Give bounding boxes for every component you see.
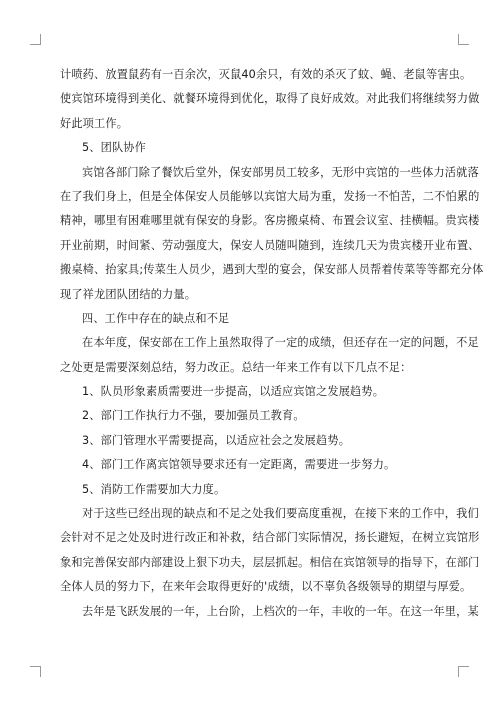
text-line: 5、消防工作需要加大力度。 <box>82 482 226 496</box>
text-line: 宾馆各部门除了餐饮后堂外，保安部男员工较多，无形中宾馆的一些体力活就落 <box>82 165 479 179</box>
text-line: 5、团队协作 <box>82 141 146 155</box>
document-body <box>60 63 484 624</box>
text-line: 使宾馆环境得到美化、就餐环境得到优化，取得了良好成效。对此我们将继续努力做 <box>60 92 480 106</box>
text-line: 之处更是需要深刻总结，努力改正。总结一年来工作有以下几点不足： <box>60 360 412 374</box>
text-line: 在了我们身上，但是全体保安人员能够以宾馆大局为重，发扬一不怕苦，二不怕累的 <box>60 189 480 203</box>
text-line: 在本年度，保安部在工作上虽然取得了一定的成绩，但还存在一定的问题，不足 <box>82 336 479 350</box>
crop-mark-bottom-right <box>458 666 469 677</box>
text-line: 全体人员的努力下，在来年会取得更好的'成绩，以不辜负各级领导的期望与厚爱。 <box>60 580 472 594</box>
text-line: 计喷药、放置鼠药有一百余次，灭鼠40余只，有效的杀灭了蚊、蝇、老鼠等害虫。 <box>60 68 472 81</box>
text-line: 4、部门工作离宾馆领导要求还有一定距离，需要进一步努力。 <box>82 458 396 472</box>
crop-mark-top-left <box>30 34 41 45</box>
text-line: 1、队员形象素质需要进一步提高，以适应宾馆之发展趋势。 <box>82 385 385 399</box>
text-line: 2、部门工作执行力不强，要加强员工教育。 <box>82 409 305 423</box>
text-line: 象和完善保安部内部建设上狠下功夫，层层抓起。相信在宾馆领导的指导下，在部门 <box>60 555 480 569</box>
text-line: 3、部门管理水平需要提高，以适应社会之发展趋势。 <box>82 433 351 447</box>
text-line: 好此项工作。 <box>60 116 129 130</box>
text-line: 四、工作中存在的缺点和不足 <box>82 311 230 325</box>
crop-mark-top-right <box>458 34 469 45</box>
text-line: 精神，哪里有困难哪里就有保安的身影。客房搬桌椅、布置会议室、挂横幅。贵宾楼 <box>60 214 480 228</box>
text-line: 去年是飞跃发展的一年，上台阶，上档次的一年，丰收的一年。在这一年里，某 <box>82 604 479 618</box>
text-line: 会针对不足之处及时进行改正和补救，结合部门实际情况，扬长避短，在树立宾馆形 <box>60 531 480 545</box>
text-line: 对于这些已经出现的缺点和不足之处我们要高度重视，在接下来的工作中，我们 <box>82 507 479 521</box>
text-line: 搬桌椅、抬家具;传菜生人员少，遇到大型的宴会，保安部人员帮着传菜等等都充分体 <box>60 263 484 277</box>
text-line: 开业前期，时间紧、劳动强度大，保安人员随叫随到，连续几天为贵宾楼开业布置、 <box>60 238 480 252</box>
crop-mark-bottom-left <box>30 666 41 677</box>
text-line: 现了祥龙团队团结的力量。 <box>60 287 197 301</box>
